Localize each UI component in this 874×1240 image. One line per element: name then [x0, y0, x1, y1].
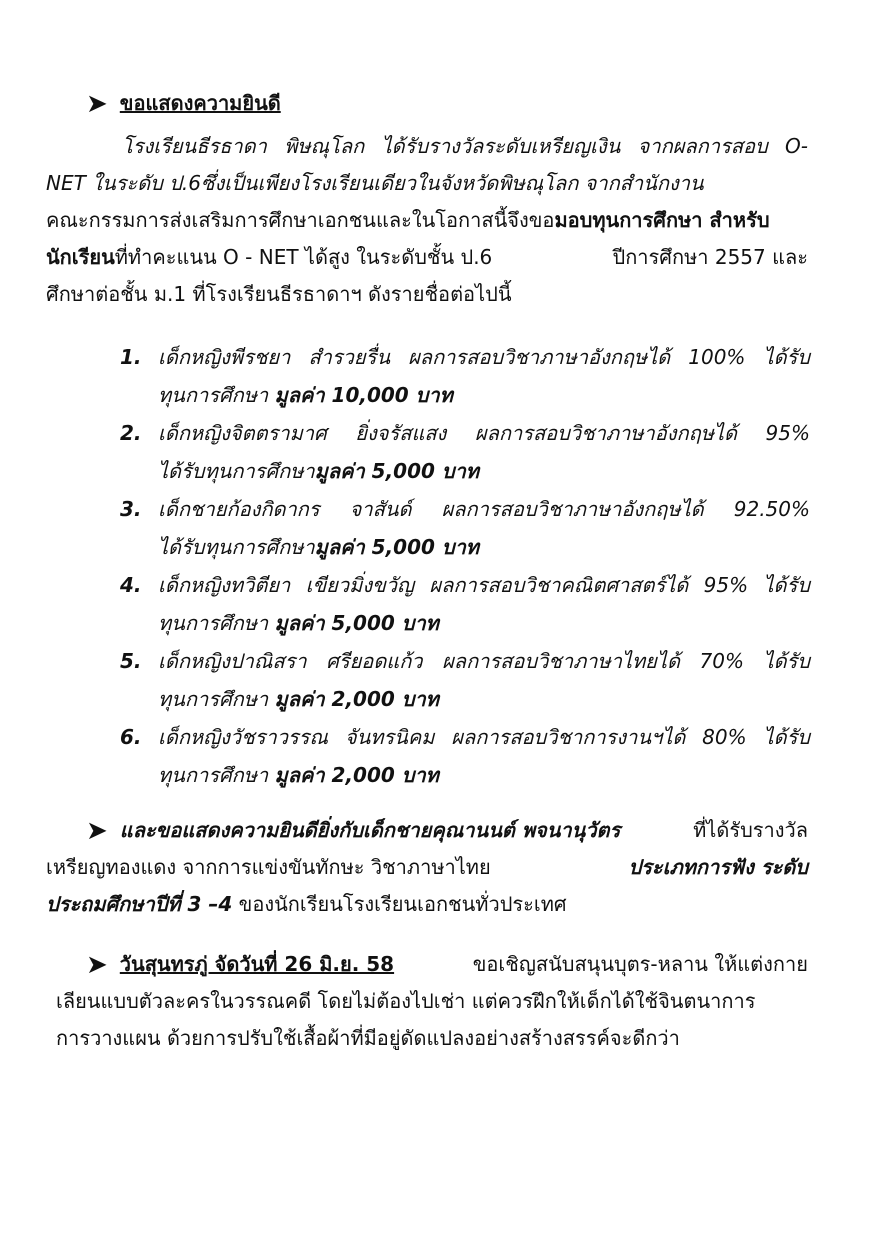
list-item [120, 642, 810, 718]
list-item-line1: เด็กหญิงทวิตียา เขียวมิ่งขวัญ ผลการสอบวิชาคณิตศาสตร์ได้ 95% ได้รับ [158, 573, 810, 597]
list-item-number: 1. [120, 345, 142, 369]
section2-heading-tail: ที่ได้รับรางวัล [693, 818, 808, 842]
arrow-bullet-icon: ➤ [86, 89, 108, 119]
list-item-line1: เด็กหญิงวัชราวรรณ จันทรนิคม ผลการสอบวิชาการงานฯได้ 80% ได้รับ [158, 725, 810, 749]
list-item-amount: มูลค่า 2,000 บาท [274, 687, 439, 711]
para-line-1: โรงเรียนธีรธาดา พิษณุโลก ได้รับรางวัลระดับเหรียญเงิน จากผลการสอบ O- [122, 134, 808, 158]
list-item-amount: มูลค่า 10,000 บาท [274, 383, 453, 407]
list-item-line1: เด็กชายก้องกิดากร จาสันด์ ผลการสอบวิชาภาษาอังกฤษได้ 92.50% [158, 497, 810, 521]
section3-heading: วันสุนทรภู่ จัดวันที่ 26 มิ.ย. 58 [119, 952, 395, 976]
section2-line-2 [46, 849, 808, 886]
list-item [120, 718, 810, 794]
list-item-number: 3. [120, 497, 142, 521]
section2-line-2-bold: ประเภทการฟัง ระดับ [628, 855, 808, 879]
arrow-bullet-icon: ➤ [86, 816, 108, 846]
list-item [120, 338, 810, 414]
para-line-4-bold: นักเรียน [46, 245, 115, 269]
list-item-line2: ทุนการศึกษา [158, 383, 275, 407]
list-item-line1: เด็กหญิงพีรชยา สำรวยรื่น ผลการสอบวิชาภาษาอังกฤษได้ 100% ได้รับ [158, 345, 810, 369]
section2-line-1 [46, 812, 808, 849]
section2-line-3-bold: ประถมศึกษาปีที่ 3 –4 [46, 892, 233, 916]
list-item-line2: ทุนการศึกษา [158, 763, 275, 787]
list-item-amount: มูลค่า 5,000 บาท [314, 459, 479, 483]
list-item-amount: มูลค่า 2,000 บาท [274, 763, 439, 787]
section2-heading: และขอแสดงความยินดียิ่งกับเด็กชายคุณานนต์ พจนานุวัตร [119, 818, 621, 842]
section1-heading-text: ขอแสดงความยินดี [119, 91, 281, 115]
section2-line-3-text: ของนักเรียนโรงเรียนเอกชนทั่วประเทศ [232, 892, 567, 916]
section3-line-2: เลียนแบบตัวละครในวรรณคดี โดยไม่ต้องไปเช่า แต่ควรฝึกให้เด็กได้ใช้จินตนาการ [56, 989, 756, 1013]
list-item-line2: ได้รับทุนการศึกษา [158, 535, 315, 559]
list-item-line2: ทุนการศึกษา [158, 687, 275, 711]
para-line-5: ศึกษาต่อชั้น ม.1 ที่โรงเรียนธีรธาดาฯ ดังรายชื่อต่อไปนี้ [46, 282, 512, 306]
section2-paragraph [46, 812, 808, 923]
para-line-3-text: คณะกรรมการส่งเสริมการศึกษาเอกชนและในโอกาสนี้จึงขอ [46, 208, 555, 232]
list-item-line1: เด็กหญิงจิตตรามาศ ยิ่งจรัสแสง ผลการสอบวิชาภาษาอังกฤษได้ 95% [158, 421, 810, 445]
list-item [120, 490, 810, 566]
list-item-number: 4. [120, 573, 142, 597]
section3-paragraph [56, 946, 808, 1057]
para-line-4-text: ที่ทำคะแนน O - NET ได้สูง ในระดับชั้น ป.6 [114, 245, 493, 269]
section3-line-3: การวางแผน ด้วยการปรับใช้เสื้อผ้าที่มีอยู่ดัดแปลงอย่างสร้างสรรค์จะดีกว่า [56, 1026, 680, 1050]
list-item-line1: เด็กหญิงปาณิสรา ศรียอดแก้ว ผลการสอบวิชาภาษาไทยได้ 70% ได้รับ [158, 649, 810, 673]
list-item-amount: มูลค่า 5,000 บาท [314, 535, 479, 559]
scholarship-list [120, 338, 810, 794]
para-line-3 [46, 202, 808, 239]
section2-line-2-text: เหรียญทองแดง จากการแข่งขันทักษะ วิชาภาษาไทย [46, 855, 491, 879]
section3-line-1 [56, 946, 808, 983]
list-item-number: 2. [120, 421, 142, 445]
list-item [120, 414, 810, 490]
para-line-4 [46, 239, 808, 276]
para-line-3-bold: มอบทุนการศึกษา สำหรับ [554, 208, 770, 232]
list-item-line2: ได้รับทุนการศึกษา [158, 459, 315, 483]
section2-line-3 [46, 886, 808, 923]
section3-heading-tail: ขอเชิญสนับสนุนบุตร-หลาน ให้แต่งกาย [472, 952, 808, 976]
para-line-2: NET ในระดับ ป.6ซึ่งเป็นเพียงโรงเรียนเดียวในจังหวัดพิษณุโลก จากสำนักงาน [46, 171, 704, 195]
list-item-line2: ทุนการศึกษา [158, 611, 275, 635]
list-item-amount: มูลค่า 5,000 บาท [274, 611, 439, 635]
arrow-bullet-icon: ➤ [86, 950, 108, 980]
list-item-number: 6. [120, 725, 142, 749]
list-item-number: 5. [120, 649, 142, 673]
para-line-4-right: ปีการศึกษา 2557 และ [612, 245, 808, 269]
section1-paragraph [46, 128, 808, 313]
list-item [120, 566, 810, 642]
section1-heading [86, 88, 281, 119]
